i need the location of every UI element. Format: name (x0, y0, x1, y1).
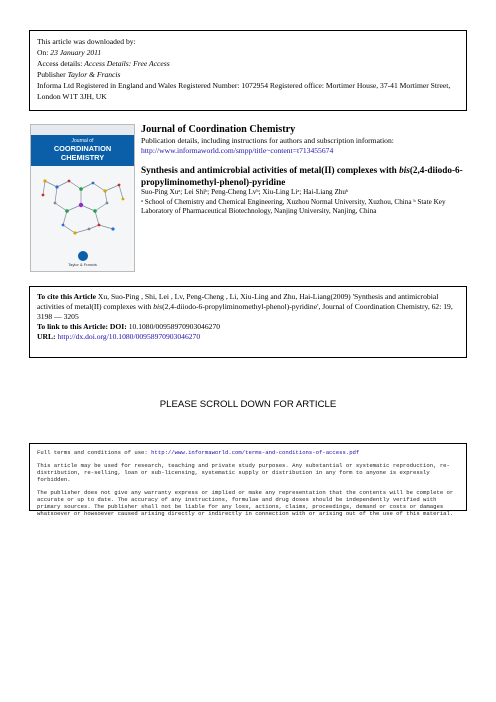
citation-text: To cite this Article Xu, Suo-Ping , Shi, Lei , Lv, Peng-Cheng , Li, Xiu-Ling and Zhu, Hai-Liang(2009) 'Synthesis and antimicrobial activities of metal(II) complexes with bis(2,4-diiodo-6-propyliminomethyl-phenol)-pyridine', Journal of Coordination Chemistry, 62: 19, 3198 — 3205 (37, 292, 453, 321)
cover-journal-title: Journal of COORDINATION CHEMISTRY (31, 135, 134, 166)
citation-box (29, 286, 467, 358)
terms-box (29, 443, 467, 517)
doi-value: 10.1080/00958970903046270 (128, 322, 221, 331)
access-details-line: Access details: Access Details: Free Access (37, 59, 170, 68)
publisher-logo-icon (78, 251, 88, 261)
access-details-value: Access Details: Free Access (84, 59, 170, 68)
cover-header-strip (31, 125, 134, 135)
scroll-down-message: PLEASE SCROLL DOWN FOR ARTICLE (159, 399, 337, 410)
journal-cover-image (30, 124, 135, 272)
author-affiliations: ᵃ School of Chemistry and Chemical Engineering, Xuzhou Normal University, Xuzhou, China ᵇ State Key Laboratory of Pharmaceutical Biotechnology, Nanjing University, Nanjing, China (141, 197, 446, 215)
article-authors: Suo-Ping Xuᵃ; Lei Shiᵇ; Peng-Cheng Lvᵇ; Xiu-Ling Liᵃ; Hai-Liang Zhuᵇ (141, 188, 349, 196)
journal-url-link[interactable]: http://www.informaworld.com/smpp/title~content=t713455674 (141, 146, 334, 155)
publication-details: Publication details, including instructions for authors and subscription information: (141, 136, 394, 145)
download-date: 23 January 2011 (50, 48, 102, 57)
full-terms-line: Full terms and conditions of use: http://www.informaworld.com/terms-and-conditions-of-access.pdf (37, 449, 360, 456)
article-title: Synthesis and antimicrobial activities of metal(II) complexes with bis(2,4-diiodo-6-propyliminomethyl-phenol)-pyridine (141, 165, 463, 187)
journal-name: Journal of Coordination Chemistry (141, 124, 296, 135)
download-info-box (29, 30, 467, 111)
publisher-name: Taylor & Francis (67, 70, 121, 79)
doi-url-link[interactable]: http://dx.doi.org/10.1080/00958970903046270 (57, 332, 201, 341)
molecule-structure-illustration (35, 167, 131, 243)
doi-line: To link to this Article: DOI: 10.1080/00958970903046270 (37, 322, 221, 331)
publisher-line: Publisher Taylor & Francis (37, 70, 121, 79)
cover-publisher: Taylor & Francis (31, 251, 134, 267)
download-date-line: On: 23 January 2011 (37, 48, 102, 57)
terms-url-link[interactable]: http://www.informaworld.com/terms-and-conditions-of-access.pdf (151, 449, 360, 456)
registration-text: Informa Ltd Registered in England and Wales Registered Number: 1072954 Registered office: Mortimer House, 37-41 Mortimer Street, London W1T 3JH, UK (37, 81, 451, 101)
terms-paragraph-disclaimer: The publisher does not give any warranty express or implied or make any representation that the contents will be complete or accurate or up to date. The accuracy of any instructions, formulae and drug doses should be independently verified with primary sources. The publisher shall not be liable for any loss, actions, claims, proceedings, demand or costs or damages whatsoever or howsoever caused arising directly or indirectly in connection with or arising out of the use of this material. (37, 489, 454, 517)
download-heading: This article was downloaded by: (37, 37, 136, 46)
citation-label: To cite this Article (37, 292, 96, 301)
terms-paragraph-usage: This article may be used for research, teaching and private study purposes. Any substantial or systematic reproduction, re-distribution, re-selling, loan or sub-licensing, systematic supply or distribution in any form to anyone is expressly forbidden. (37, 462, 450, 483)
url-line: URL: http://dx.doi.org/10.1080/00958970903046270 (37, 332, 201, 341)
journal-article-info (141, 124, 471, 217)
